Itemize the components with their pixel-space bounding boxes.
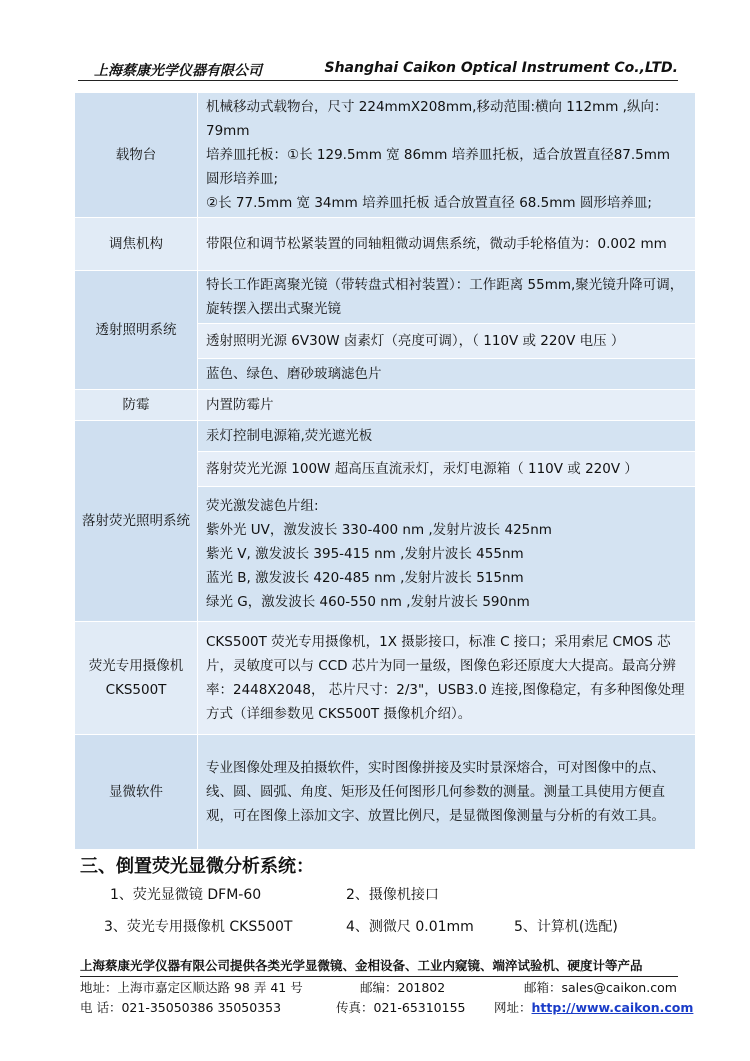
footer-slogan: 上海蔡康光学仪器有限公司提供各类光学显微镜、金相设备、工业内窥镜、端淬试验机、硬度计等产品 (80, 956, 678, 977)
table-row (75, 93, 696, 218)
row-label: 显微软件 (75, 735, 198, 850)
website-link[interactable]: http://www.caikon.com (531, 1000, 694, 1015)
row-label: 荧光专用摄像机 CKS500T (75, 622, 198, 735)
list-item: 4、测微尺 0.01mm (346, 919, 474, 935)
row-value (198, 622, 696, 735)
row-value (198, 218, 696, 271)
row-value (198, 487, 696, 622)
page-header (78, 56, 678, 81)
footer-web (494, 998, 693, 1016)
value-line: 特长工作距离聚光镜（带转盘式相衬装置）：工作距离 55mm,聚光镜升降可调，旋转摆入摆出式聚光镜 (206, 277, 684, 317)
footer-email: 邮箱：sales@caikon.com (524, 980, 677, 995)
table-row (75, 421, 696, 452)
value-line: 带限位和调节松紧装置的同轴粗微动调焦系统，微动手轮格值为：0.002 mm (206, 236, 667, 252)
table-row (75, 271, 696, 324)
row-value (198, 452, 696, 487)
list-item: 2、摄像机接口 (346, 887, 439, 903)
value-line: 专业图像处理及拍摄软件，实时图像拼接及实时景深熔合，可对图像中的点、线、圆、圆弧、角度、矩形及任何图形几何参数的测量。测量工具使用方便直观，可在图像上添加文字、放置比例尺，是显微图像测量与分析的有效工具。 (206, 760, 665, 824)
list-item: 3、荧光专用摄像机 CKS500T (104, 919, 293, 935)
footer-fax: 传真：021-65310155 (336, 1000, 466, 1015)
table-row (75, 622, 696, 735)
value-line: 紫光 V, 激发波长 395-415 nm ,发射片波长 455nm (206, 546, 524, 562)
row-label: 载物台 (75, 93, 198, 218)
value-line: 内置防霉片 (206, 397, 274, 413)
value-line: ②长 77.5mm 宽 34mm 培养皿托板 适合放置直径 68.5mm 圆形培养皿; (206, 195, 652, 211)
footer-phone: 电 话：021-35050386 35050353 (80, 1000, 282, 1015)
row-value (198, 421, 696, 452)
value-line: 荧光激发滤色片组: (206, 498, 319, 514)
row-value (198, 359, 696, 390)
header-company-en: Shanghai Caikon Optical Instrument Co.,LTD. (324, 60, 678, 76)
value-line: 汞灯控制电源箱,荧光遮光板 (206, 428, 373, 444)
row-value (198, 735, 696, 850)
footer-address: 地址：上海市嘉定区顺达路 98 弄 41 号 (80, 980, 303, 995)
value-line: CKS500T 荧光专用摄像机，1X 摄影接口，标准 C 接口；采用索尼 CMOS 芯片，灵敏度可以与 CCD 芯片为同一量级，图像色彩还原度大大提高。最高分辨率：2448X2048， 芯片尺寸：2/3"，USB3.0 连接,图像稳定，有多种图像处理方式（详细参数见 CKS500T 摄像机介绍）。 (206, 634, 685, 722)
footer-web-label: 网址： (494, 1000, 532, 1015)
value-line: 培养皿托板：①长 129.5mm 宽 86mm 培养皿托板，适合放置直径87.5mm 圆形培养皿; (206, 147, 671, 187)
section-title: 三、倒置荧光显微分析系统： (80, 856, 314, 877)
row-value (198, 271, 696, 324)
row-value (198, 324, 696, 359)
value-line: 蓝色、绿色、磨砂玻璃滤色片 (206, 366, 382, 382)
header-company-cn: 上海蔡康光学仪器有限公司 (94, 63, 262, 79)
row-value (198, 390, 696, 421)
value-line: 机械移动式载物台，尺寸 224mmX208mm,移动范围:横向 112mm ,纵向：79mm (206, 99, 668, 139)
value-line: 紫外光 UV，激发波长 330-400 nm ,发射片波长 425nm (206, 522, 552, 538)
list-item: 5、计算机(选配) (514, 919, 618, 935)
spec-table (74, 92, 696, 850)
table-row (75, 218, 696, 271)
row-label: 调焦机构 (75, 218, 198, 271)
footer-postcode: 邮编：201802 (360, 980, 446, 995)
list-item: 1、荧光显微镜 DFM-60 (110, 887, 262, 903)
value-line: 透射照明光源 6V30W 卤素灯（亮度可调），（ 110V 或 220V 电压 ） (206, 333, 625, 349)
value-line: 绿光 G，激发波长 460-550 nm ,发射片波长 590nm (206, 594, 530, 610)
table-row (75, 390, 696, 421)
value-line: 落射荧光光源 100W 超高压直流汞灯，汞灯电源箱（ 110V 或 220V ） (206, 461, 638, 477)
row-label: 防霉 (75, 390, 198, 421)
table-row (75, 735, 696, 850)
row-label: 落射荧光照明系统 (75, 421, 198, 622)
row-value (198, 93, 696, 218)
row-label: 透射照明系统 (75, 271, 198, 390)
value-line: 蓝光 B, 激发波长 420-485 nm ,发射片波长 515nm (206, 570, 524, 586)
